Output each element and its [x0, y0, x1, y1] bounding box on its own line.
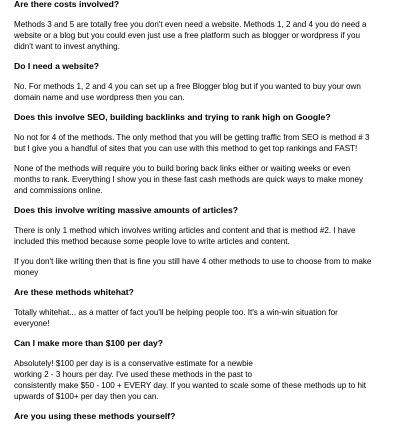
- faq-question: Does this involve SEO, building backlinks and trying to rank high on Google?: [14, 112, 331, 122]
- answer-line: No not for 4 of the methods. The only method that you will be getting traffic from SEO is method # 3: [14, 133, 370, 142]
- faq-answer: [14, 307, 394, 329]
- faq-question: Do I need a website?: [14, 61, 100, 71]
- faq-list: [14, 0, 394, 422]
- faq-question: Are these methods whitehat?: [14, 287, 134, 297]
- answer-line: Methods 3 and 5 are totally free you don't even need a website. Methods 1, 2 and 4 you do need a: [14, 20, 367, 29]
- answer-line: domain name and use wordpress then you can.: [14, 93, 185, 102]
- faq-answer: [14, 358, 394, 402]
- faq-answer: [14, 256, 394, 278]
- faq-answer: [14, 132, 394, 154]
- answer-line: everyone!: [14, 319, 50, 328]
- answer-line: and commissions online.: [14, 186, 103, 195]
- faq-question: Can I make more than $100 per day?: [14, 338, 164, 348]
- faq-answer: [14, 225, 394, 247]
- answer-line: included this method because some people love to write articles and content.: [14, 237, 290, 246]
- answer-line: didn't want to invest anything.: [14, 42, 120, 51]
- answer-line: website or a blog but you could even just use a free platform such as blogger or wordpress if you: [14, 31, 360, 40]
- faq-question: Are you using these methods yourself?: [14, 411, 176, 421]
- faq-page: [14, 0, 394, 431]
- faq-answer: [14, 19, 394, 52]
- answer-line: If you don't like writing then that is fine you still have 4 other methods to use to choose from to make: [14, 257, 372, 266]
- answer-line: There is only 1 method which involves writing articles and content and that is method #2. I have: [14, 226, 356, 235]
- answer-line: Totally whitehat... as a matter of fact you'll be helping people too. It's a win-win situation for: [14, 308, 338, 317]
- answer-line: None of the methods will require you to build boring back links either or waiting weeks or even: [14, 164, 351, 173]
- answer-line: Absolutely! $100 per day is is a conservative estimate for a newbie: [14, 359, 253, 368]
- faq-question: Does this involve writing massive amounts of articles?: [14, 205, 238, 215]
- answer-line: but I give you a handful of sites that you can use with this method to get top rankings and FAST!: [14, 144, 358, 153]
- answer-line: No. For methods 1, 2 and 4 you can set up a free Blogger blog but if you wanted to buy your own: [14, 82, 361, 91]
- faq-answer: [14, 163, 394, 196]
- answer-line: working 2 - 3 hours per day. I've used these methods in the past to: [14, 370, 253, 379]
- answer-line: upwards of $100+ per day then you can.: [14, 392, 159, 401]
- faq-answer: [14, 81, 394, 103]
- faq-question: Are there costs involved?: [14, 0, 120, 9]
- answer-line: consistently make $50 - 100 + EVERY day. If you wanted to scale some of these methods up to hit: [14, 381, 367, 390]
- answer-line: months to rank. Everything I show you in these fast cash methods are quick ways to make money: [14, 175, 364, 184]
- answer-line: money: [14, 268, 39, 277]
